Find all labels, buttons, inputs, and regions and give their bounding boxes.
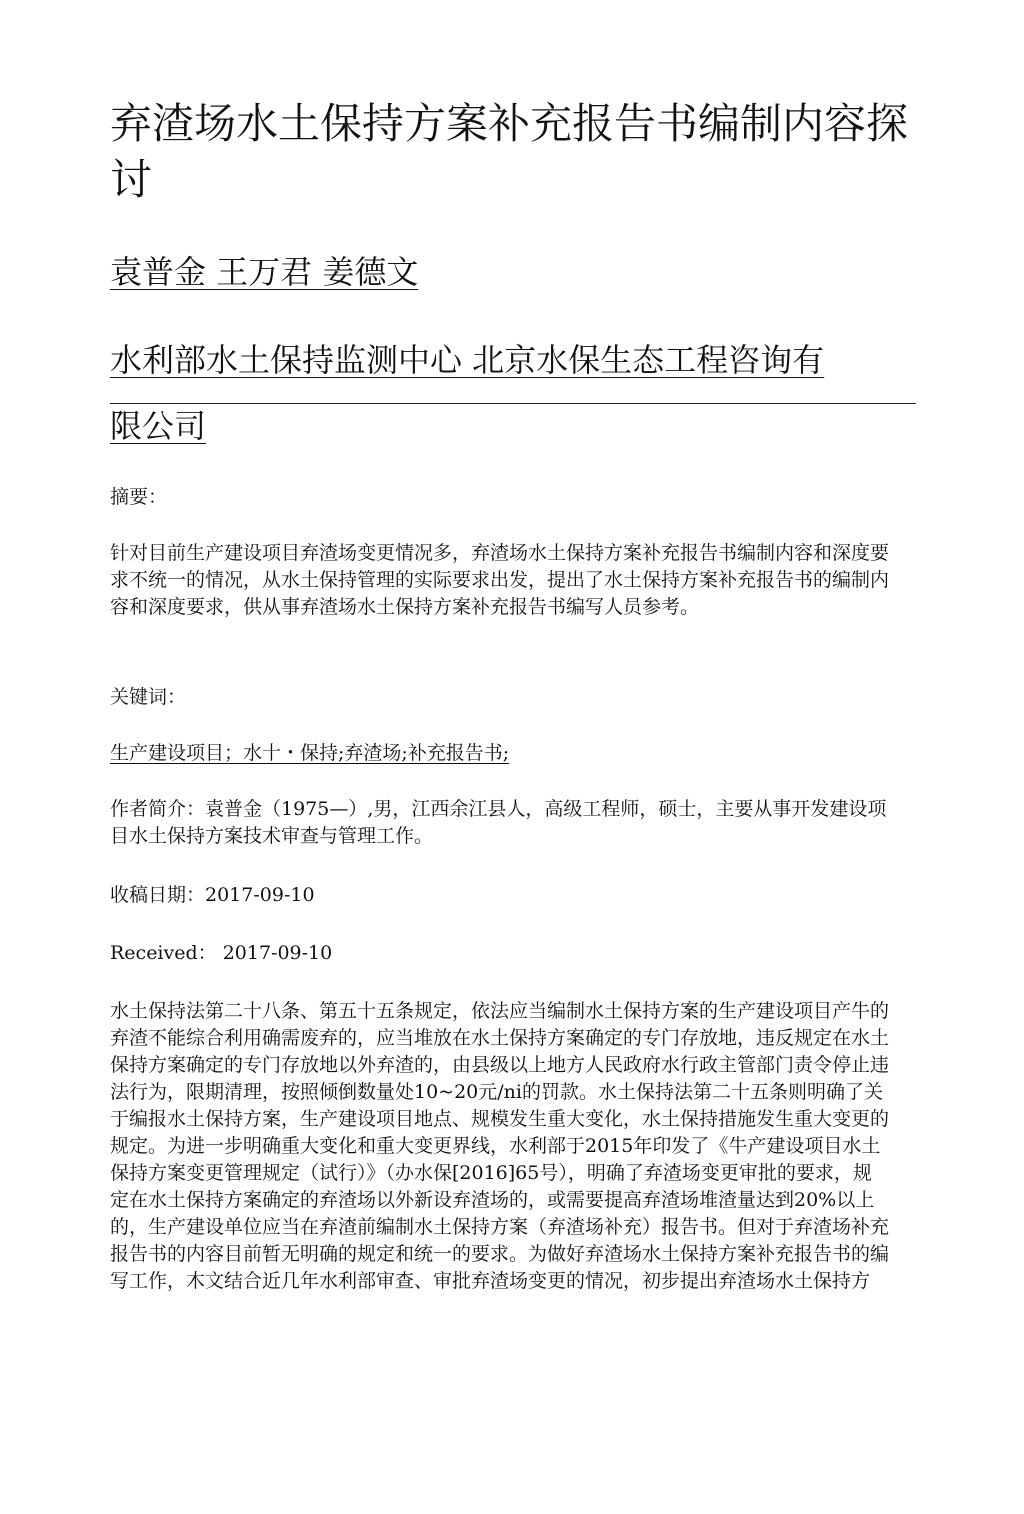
abstract-label: 摘要：: [110, 486, 168, 508]
affiliation-line-1: 水利部水土保持监测中心 北京水保生态工程咨询有: [110, 341, 825, 379]
body-paragraph: 水土保持法第二十八条、第五十五条规定，依法应当编制水土保持方案的生产建设项目产牛的弃渣不能综合利用确需废弃的，应当堆放在水土保持方案确定的专门存放地，违反规定在水土保持方案确定的专门存放地以外弃渣的，由县级以上地方人民政府水行政主管部门责令停止违法行为，限期清理，按照倾倒数量处10~20元/ni的罚款。水土保持法第二十五条则明确了关于编报水土保持方案，生产建设项目地点、规模发生重大变化，水土保持措施发生重大变更的规定。为进一步明确重大变化和重大变更界线，水利部于2015年印发了《牛产建设项目水土保持方案变更管理规定（试行）》（办水保[2016]65号），明确了弃渣场变更审批的要求，规定在水土保持方案确定的弃渣场以外新设弃渣场的，或需要提高弃渣场堆渣量达到20%以上的，生产建设单位应当在弃渣前编制水土保持方案（弃渣场补充）报告书。但对于弃渣场补充报告书的内容目前暂无明确的规定和统一的要求。为做好弃渣场水土保持方案补充报告书的编写工作，木文结合近几年水利部审查、审批弃渣场变更的情况，初步提出弃渣场水土保持方: [110, 1000, 890, 1292]
received-date-en: Received： 2017-09-10: [110, 942, 333, 964]
author-bio: 作者简介：袁普金（1975—）,男，江西余江县人，高级工程师，硕士，主要从事开发建设项目水土保持方案技术审查与管理工作。: [110, 798, 887, 847]
affiliation-line-2: 限公司: [110, 407, 207, 445]
keywords-text: 生产建设项目；水十・保持;弃渣场;补充报告书;: [110, 742, 510, 764]
affiliation-divider: [110, 403, 916, 404]
received-date-cn: 收稿日期：2017-09-10: [110, 884, 315, 906]
author-list: 袁普金 王万君 姜德文: [110, 253, 419, 291]
abstract-text: 针对目前生产建设项目弃渣场变更情况多，弃渣场水土保持方案补充报告书编制内容和深度要求不统一的情况，从水土保持管理的实际要求出发，提出了水土保持方案补充报告书的编制内容和深度要求，供从事弃渣场水土保持方案补充报告书编写人员参考。: [110, 542, 890, 618]
keywords-label: 关键词：: [110, 686, 187, 708]
document-title: 弃渣场水土保持方案补充报告书编制内容探讨: [110, 99, 909, 204]
